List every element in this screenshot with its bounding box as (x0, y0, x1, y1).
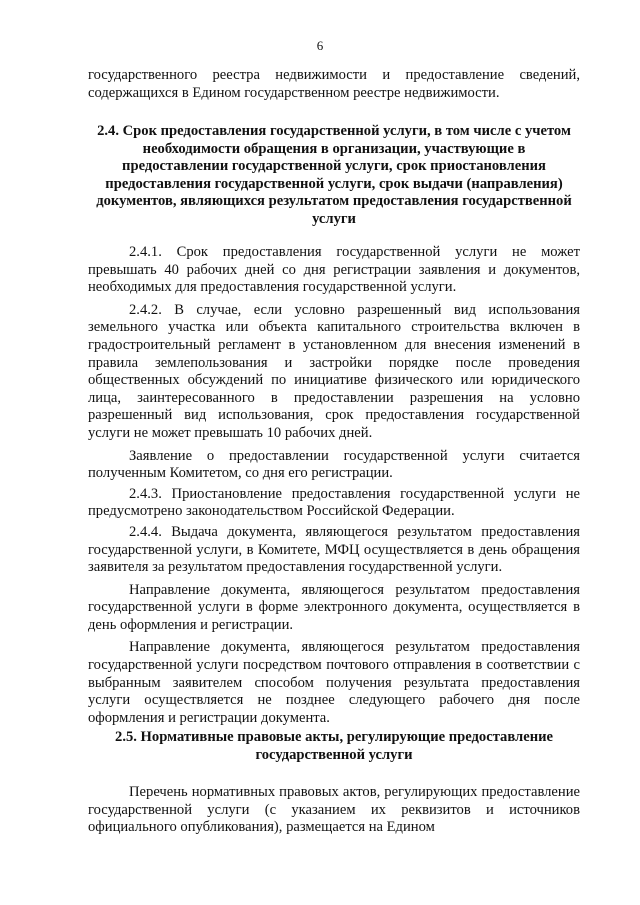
intro-paragraph: государственного реестра недвижимости и предоставление сведений, содержащихся в Едином государственном реестре недвижимости. (88, 67, 580, 101)
section-2-4-heading: 2.4. Срок предоставления государственной услуги, в том числе с учетом необходимости обращения в организации, участвующие в предоставлении государственной услуги, срок приостановления предоставления государственной услуги, срок выдачи (направления) документов, являющихся результатом предоставления государственной услуги (96, 123, 572, 227)
paragraph-2-4-2: 2.4.2. В случае, если условно разрешенный вид использования земельного участка или объекта капитального строительства включен в градостроительный регламент в установленном для внесения изменений в правила землепользования и застройки порядке после проведения общественных обсуждений по инициативе физического или юридического лица, заинтересованного в предоставлении разрешения на условно разрешенный вид использования, срок предоставления государственной услуги не может превышать 10 рабочих дней. (88, 301, 580, 441)
intro-paragraph-block (88, 67, 580, 102)
paragraph-2-4-1: 2.4.1. Срок предоставления государственной услуги не может превышать 40 рабочих дней со дня регистрации заявления и документов, необходимых для предоставления государственной услуги. (88, 244, 580, 296)
section-2-4-heading-block (88, 123, 580, 229)
paragraph-application-received: Заявление о предоставлении государственной услуги считается полученным Комитетом, со дня его регистрации. (88, 447, 580, 482)
page-number: 6 (316, 38, 324, 53)
paragraph-electronic-delivery: Направление документа, являющегося результатом предоставления государственной услуги в форме электронного документа, осуществляется в день оформления и регистрации. (88, 581, 580, 633)
paragraph-2-4-3: 2.4.3. Приостановление предоставления государственной услуги не предусмотрено законодательством Российской Федерации. (88, 485, 580, 520)
paragraph-postal-delivery: Направление документа, являющегося результатом предоставления государственной услуги посредством почтового отправления в соответствии с выбранным заявителем способом получения результата предоставления услуги осуществляется не позднее следующего рабочего дня после оформления и регистрации документа. (88, 639, 580, 726)
paragraph-legal-acts-list: Перечень нормативных правовых актов, регулирующих предоставление государственной услуги (с указанием их реквизитов и источников официального опубликования), размещается на Едином (88, 784, 580, 836)
section-2-5-heading-block (88, 729, 580, 764)
section-2-5-heading: 2.5. Нормативные правовые акты, регулирующие предоставление государственной услуги (115, 729, 553, 763)
section-2-5-body (88, 784, 580, 837)
paragraph-2-4-4: 2.4.4. Выдача документа, являющегося результатом предоставления государственной услуги, в Комитете, МФЦ осуществляется в день обращения заявителя за результатом предоставления государственной услуги. (88, 523, 580, 576)
section-2-4-body (88, 244, 580, 727)
